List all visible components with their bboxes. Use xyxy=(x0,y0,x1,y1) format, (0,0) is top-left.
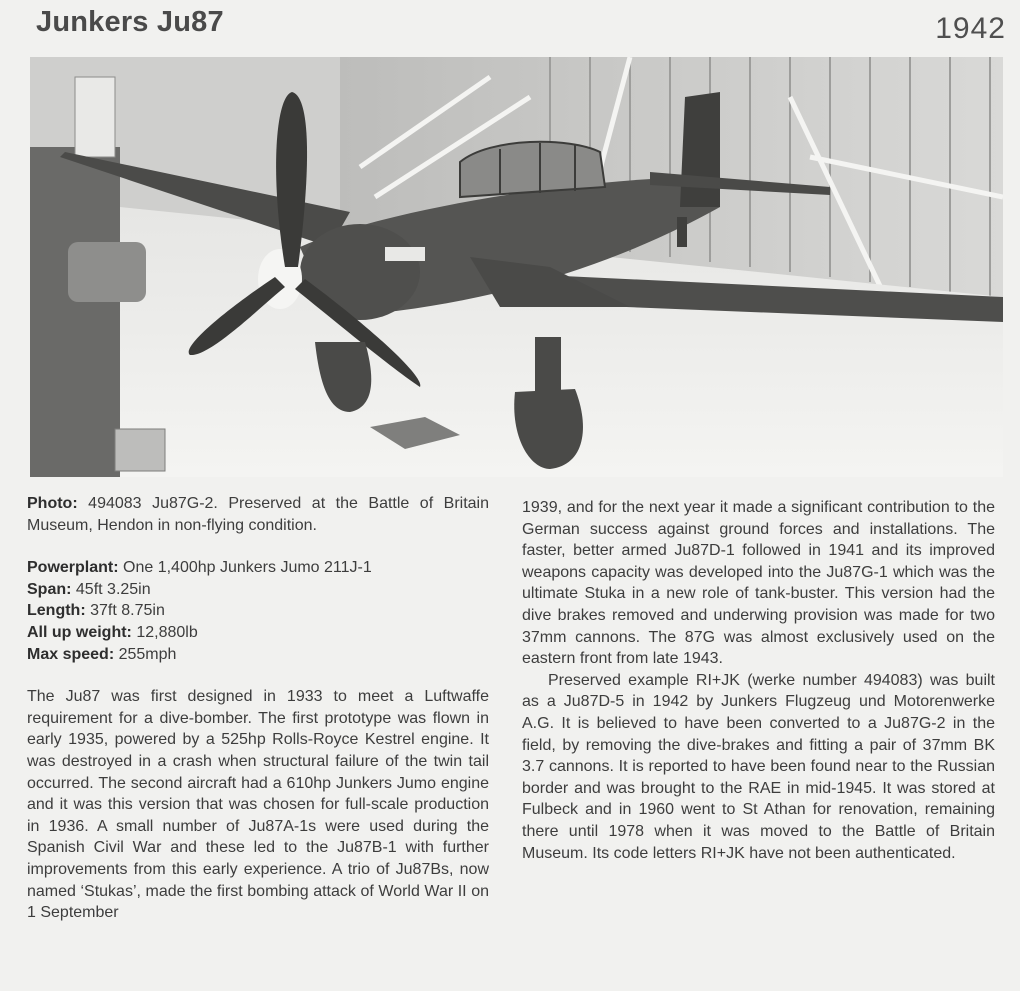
spec-span-label: Span: xyxy=(27,580,72,598)
spec-length-label: Length: xyxy=(27,602,86,620)
spec-powerplant xyxy=(27,557,489,579)
spec-powerplant-label: Powerplant: xyxy=(27,559,119,577)
aircraft-photo xyxy=(30,57,1003,477)
spec-weight-value: 12,880lb xyxy=(136,623,198,641)
spec-speed xyxy=(27,644,489,666)
spec-length xyxy=(27,600,489,622)
photo-caption-text: 494083 Ju87G-2. Preserved at the Battle of Britain Museum, Hendon in non-flying condition. xyxy=(27,495,490,534)
body-paragraph-1: The Ju87 was first designed in 1933 to meet a Luftwaffe requirement for a dive-bomber. The first prototype was flown in early 1935, powered by a 525hp Rolls-Royce Kestrel engine. It was destroyed in a crash when structural failure of the twin tail occurred. The second aircraft had a 610hp Junkers Jumo engine and it was this version that was chosen for full-scale production in 1936. A small number of Ju87A-1s were used during the Spanish Civil War and these led to the Ju87B-1 with further improvements from this early experience. A trio of Ju87Bs, now named ‘Stukas’, made the first bombing attack of World War II on 1 September xyxy=(27,688,489,922)
page-title: Junkers Ju87 xyxy=(36,6,224,38)
right-column xyxy=(522,497,995,864)
body-paragraph-2: Preserved example RI+JK (werke number 494083) was built as a Ju87D-5 in 1942 by Junkers Flugzeug und Motorenwerke A.G. It is believed to have been converted to a Ju87G-2 in the field, by removing the dive-brakes and fitting a pair of 37mm BK 3.7 cannons. It is reported to have been found near to the Russian border and was brought to the RAE in mid-1945. It was stored at Fulbeck and in 1960 went to St Athan for renovation, remaining there until 1978 when it was moved to the Battle of Britain Museum. Its code letters RI+JK have not been authenticated. xyxy=(522,671,995,862)
spec-span xyxy=(27,579,489,601)
spec-length-value: 37ft 8.75in xyxy=(90,602,165,620)
left-column xyxy=(27,493,489,924)
photo-caption xyxy=(27,493,489,536)
spec-weight xyxy=(27,622,489,644)
photo-label: Photo: xyxy=(27,495,78,512)
spec-weight-label: All up weight: xyxy=(27,623,132,641)
spec-speed-value: 255mph xyxy=(118,645,177,663)
body-paragraph-1-continued: 1939, and for the next year it made a significant contribution to the German success against ground forces and installations. The faster, better armed Ju87D-1 followed in 1941 and its improved weapons capacity was developed into the Ju87G-1 which was the ultimate Stuka in a new role of tank-buster. This version had the dive brakes removed and underwing provision was made for two 37mm cannons. The 87G was almost exclusively used on the eastern front from late 1943. xyxy=(522,499,995,668)
spec-powerplant-value: One 1,400hp Junkers Jumo 211J-1 xyxy=(123,559,372,577)
spec-speed-label: Max speed: xyxy=(27,645,115,663)
year-label: 1942 xyxy=(935,12,1006,45)
spec-span-value: 45ft 3.25in xyxy=(75,580,151,598)
